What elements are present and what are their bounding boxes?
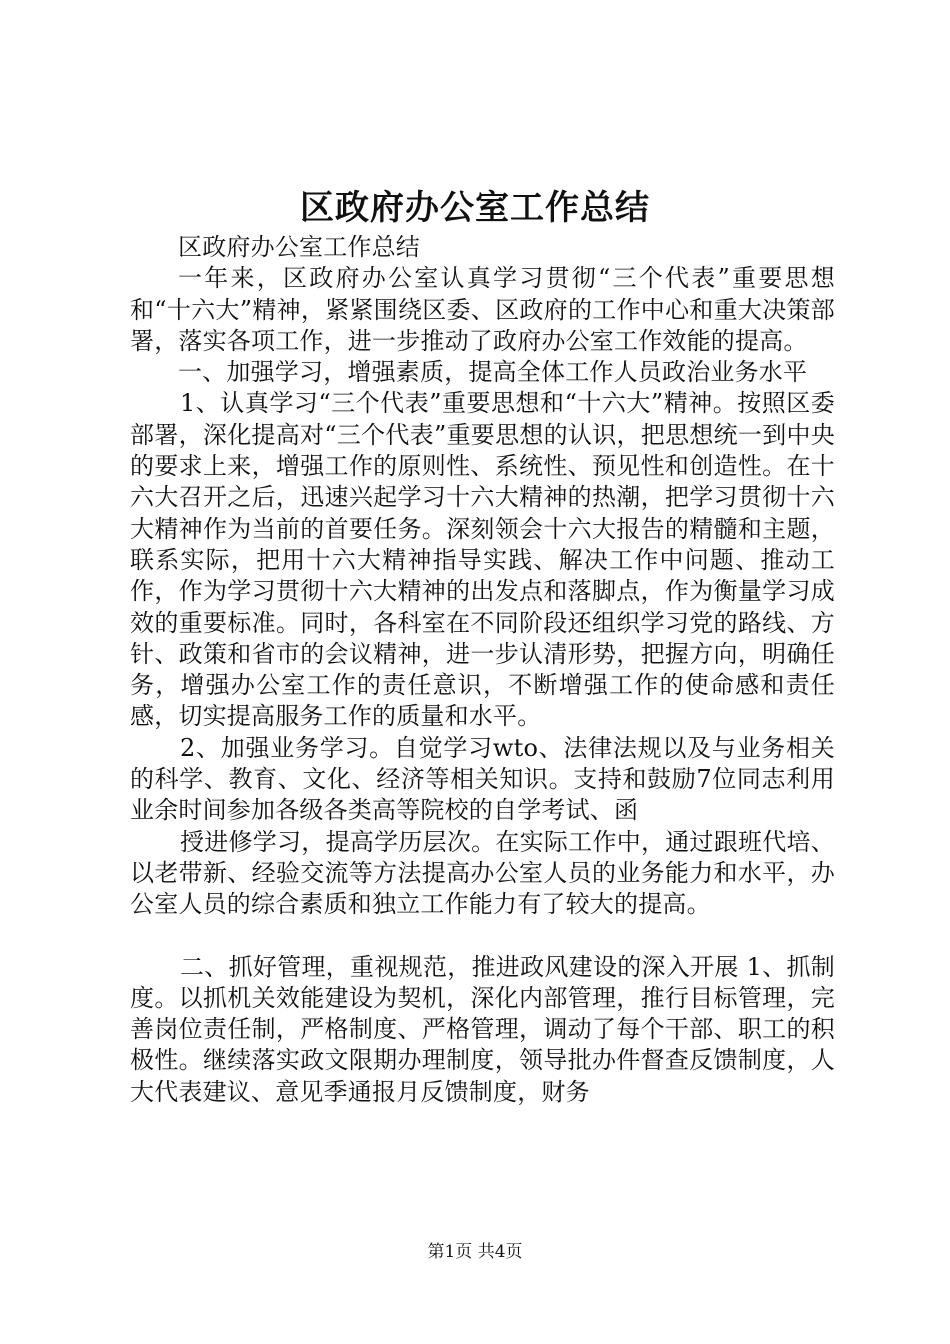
item-paragraph-2: 2、加强业务学习。自觉学习wto、法律法规以及与业务相关的科学、教育、文化、经济等相关知识。支持和鼓励7位同志利用业余时间参加各级各类高等院校的自学考试、函 [130,733,835,825]
document-body [130,232,835,1108]
intro-paragraph: 一年来，区政府办公室认真学习贯彻“三个代表”重要思想和“十六大”精神，紧紧围绕区委、区政府的工作中心和重大决策部署，落实各项工作，进一步推动了政府办公室工作效能的提高。 [130,264,835,355]
section-heading-1: 一、加强学习，增强素质，提高全体工作人员政治业务水平 [178,358,808,387]
document-title: 区政府办公室工作总结 [300,188,650,228]
page-footer: 第1页 共4页 [427,1242,523,1262]
item-paragraph-1: 1、认真学习“三个代表”重要思想和“十六大”精神。按照区委部署，深化提高对“三个代表”重要思想的认识，把思想统一到中央的要求上来，增强工作的原则性、系统性、预见性和创造性。在十六大召开之后，迅速兴起学习十六大精神的热潮，把学习贯彻十六大精神作为当前的首要任务。深刻领会十六大报告的精髓和主题，联系实际，把用十六大精神指导实践、解决工作中问题、推动工作，作为学习贯彻十六大精神的出发点和落脚点，作为衡量学习成效的重要标准。同时，各科室在不同阶段还组织学习党的路线、方针、政策和省市的会议精神，进一步认清形势，把握方向，明确任务，增强办公室工作的责任意识，不断增强工作的使命感和责任感，切实提高服务工作的质量和水平。 [130,389,835,731]
continuation-paragraph: 授进修学习，提高学历层次。在实际工作中，通过跟班代培、以老带新、经验交流等方法提高办公室人员的业务能力和水平，办公室人员的综合素质和独立工作能力有了较大的提高。 [130,827,835,919]
section-heading-2-paragraph: 二、抓好管理，重视规范，推进政风建设的深入开展 1、抓制度。以抓机关效能建设为契机，深化内部管理，推行目标管理，完善岗位责任制，严格制度、严格管理，调动了每个干部、职工的积极性。继续落实政文限期办理制度，领导批办件督查反馈制度，人大代表建议、意见季通报月反馈制度，财务 [130,952,835,1106]
subtitle-paragraph: 区政府办公室工作总结 [178,233,420,261]
